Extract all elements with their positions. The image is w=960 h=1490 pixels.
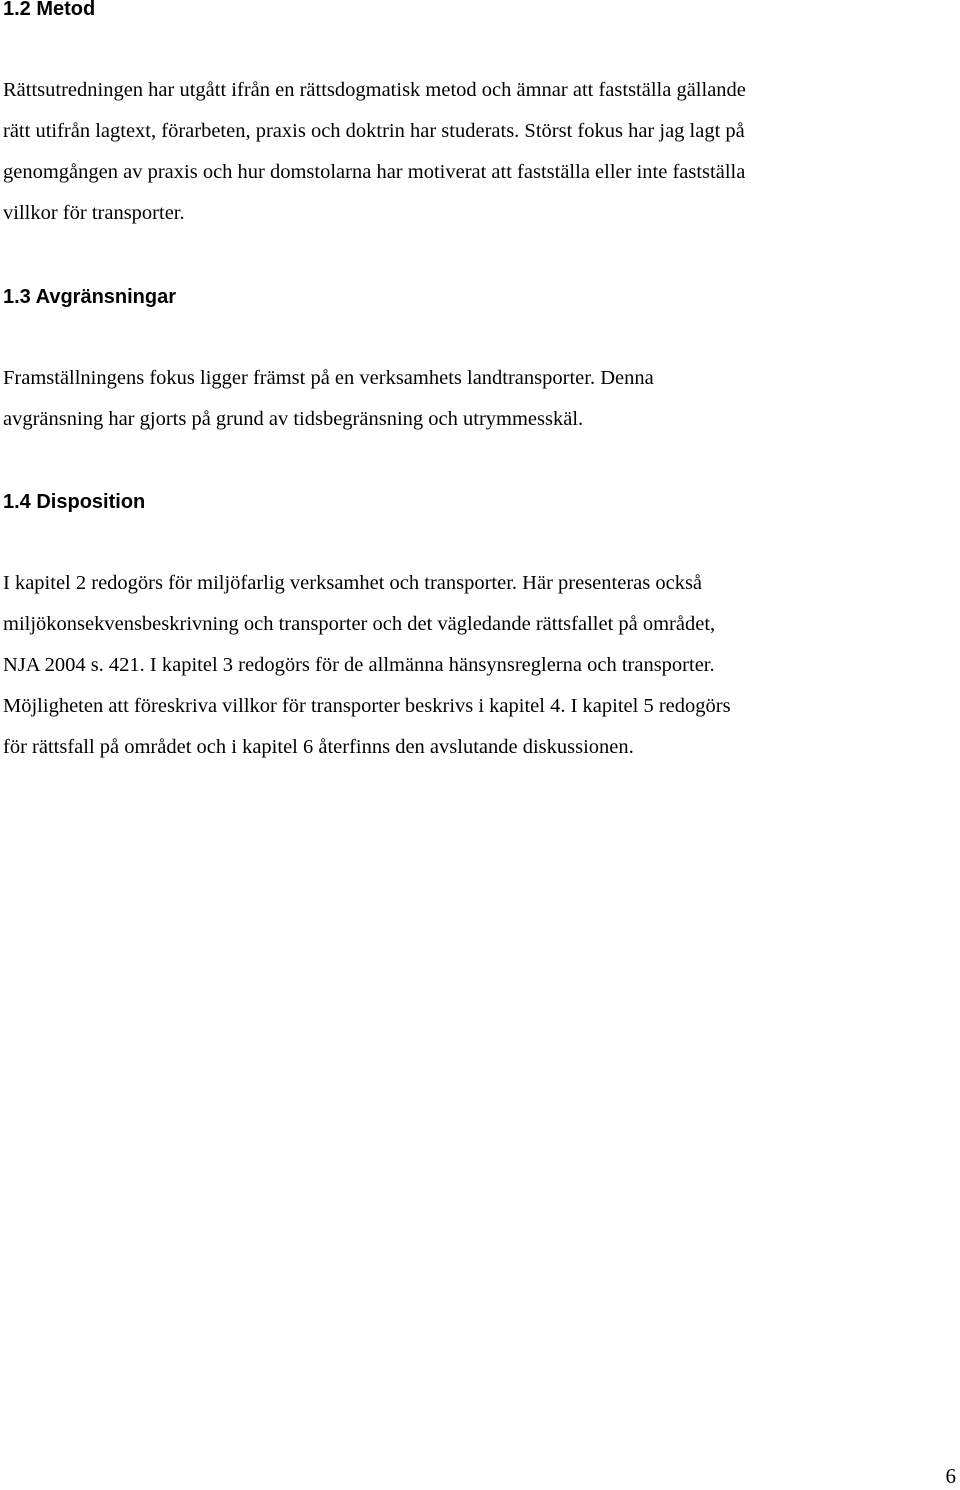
text-line: villkor för transporter.	[3, 202, 185, 224]
paragraph-metod	[3, 70, 955, 234]
text-line: för rättsfall på området och i kapitel 6 återfinns den avslutande diskussionen.	[3, 736, 634, 758]
text-line: NJA 2004 s. 421. I kapitel 3 redogörs för de allmänna hänsynsreglerna och transporter.	[3, 654, 715, 676]
text-line: genomgången av praxis och hur domstolarna har motiverat att fastställa eller inte fastställa	[3, 161, 746, 183]
section-heading-disposition: 1.4 Disposition	[3, 491, 146, 513]
section-heading-avgransningar: 1.3 Avgränsningar	[3, 286, 177, 308]
paragraph-avgransningar	[3, 358, 955, 440]
paragraph-disposition	[3, 563, 955, 768]
text-line: avgränsning har gjorts på grund av tidsbegränsning och utrymmesskäl.	[3, 408, 584, 430]
text-line: Rättsutredningen har utgått ifrån en rättsdogmatisk metod och ämnar att fastställa gällande	[3, 79, 746, 101]
text-line: I kapitel 2 redogörs för miljöfarlig verksamhet och transporter. Här presenteras också	[3, 572, 703, 594]
text-line: Möjligheten att föreskriva villkor för transporter beskrivs i kapitel 4. I kapitel 5 redogörs	[3, 695, 731, 717]
section-heading-metod: 1.2 Metod	[3, 0, 96, 20]
page-number: 6	[945, 1464, 956, 1488]
text-line: rätt utifrån lagtext, förarbeten, praxis och doktrin har studerats. Störst fokus har jag lagt på	[3, 120, 745, 142]
text-line: Framställningens fokus ligger främst på en verksamhets landtransporter. Denna	[3, 367, 654, 389]
text-line: miljökonsekvensbeskrivning och transporter och det vägledande rättsfallet på området,	[3, 613, 716, 635]
